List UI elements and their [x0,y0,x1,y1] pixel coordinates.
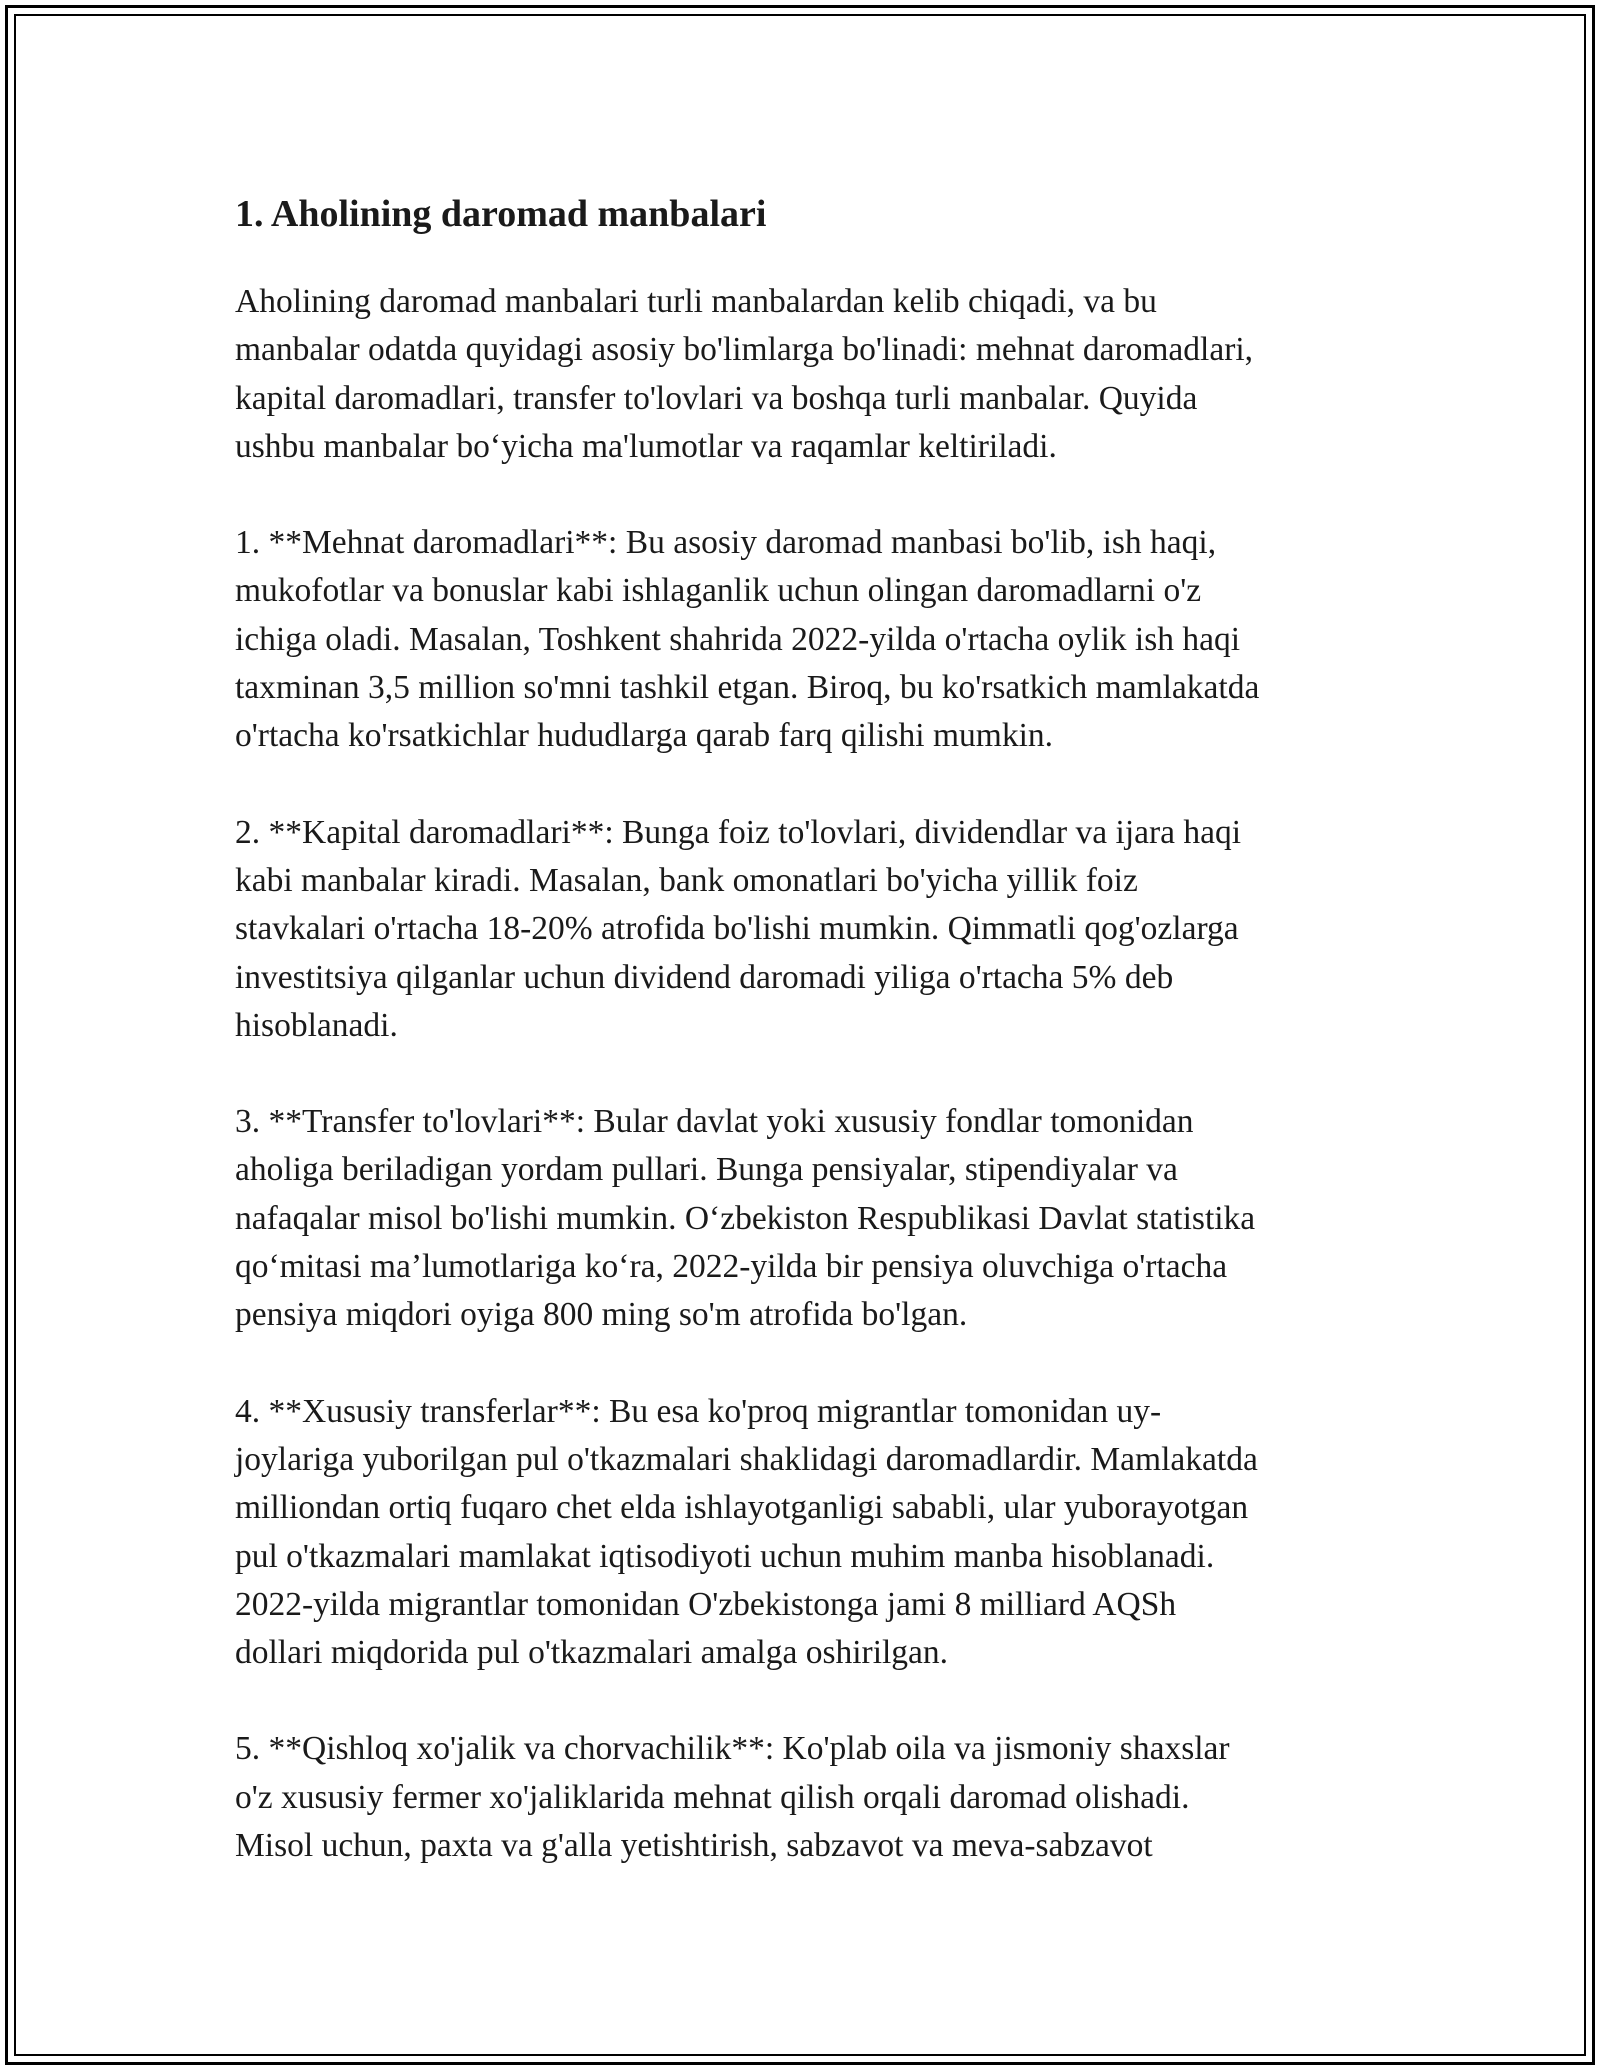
intro-paragraph: Aholining daromad manbalari turli manbalardan kelib chiqadi, va bu manbalar odatda quyidagi asosiy bo'limlarga bo'linadi: mehnat daromadlari, kapital daromadlari, transfer to'lovlari va boshqa turli manbalar. Quyida ushbu manbalar bo‘yicha ma'lumotlar va raqamlar keltiriladi. [235,283,1254,465]
paragraph-transfer-payments: 3. **Transfer to'lovlari**: Bular davlat yoki xususiy fondlar tomonidan aholiga beriladigan yordam pullari. Bunga pensiyalar, stipendiyalar va nafaqalar misol bo'lishi mumkin. O‘zbekiston Respublikasi Davlat statistika qo‘mitasi ma’lumotlariga ko‘ra, 2022-yilda bir pensiya oluvchiga o'rtacha pensiya miqdori oyiga 800 ming so'm atrofida bo'lgan. [235,1103,1256,1334]
section-heading: 1. Aholining daromad manbalari [235,193,767,235]
paragraph-labor-income: 1. **Mehnat daromadlari**: Bu asosiy daromad manbasi bo'lib, ish haqi, mukofotlar va bonuslar kabi ishlaganlik uchun olingan daromadlarni o'z ichiga oladi. Masalan, Toshkent shahrida 2022-yilda o'rtacha oylik ish haqi taxminan 3,5 million so'mni tashkil etgan. Biroq, bu ko'rsatkich mamlakatda o'rtacha ko'rsatkichlar hududlarga qarab farq qilishi mumkin. [235,524,1260,755]
paragraph-private-transfers: 4. **Xususiy transferlar**: Bu esa ko'proq migrantlar tomonidan uy- joylariga yuborilgan pul o'tkazmalari shaklidagi daromadlardir. Mamlakatda milliondan ortiq fuqaro chet elda ishlayotganligi sababli, ular yuborayotgan pul o'tkazmalari mamlakat iqtisodiyoti uchun muhim manba hisoblanadi. 2022-yilda migrantlar tomonidan O'zbekistonga jami 8 milliard AQSh dollari miqdorida pul o'tkazmalari amalga oshirilgan. [235,1392,1258,1672]
document-body [235,180,1385,1918]
paragraph-agriculture: 5. **Qishloq xo'jalik va chorvachilik**: Ko'plab oila va jismoniy shaxslar o'z xususiy fermer xo'jaliklarida mehnat qilish orqali daromad olishadi. Misol uchun, paxta va g'alla yetishtirish, sabzavot va meva-sabzavot [235,1730,1230,1865]
paragraph-capital-income: 2. **Kapital daromadlari**: Bunga foiz to'lovlari, dividendlar va ijara haqi kabi manbalar kiradi. Masalan, bank omonatlari bo'yicha yillik foiz stavkalari o'rtacha 18-20% atrofida bo'lishi mumkin. Qimmatli qog'ozlarga investitsiya qilganlar uchun dividend daromadi yiliga o'rtacha 5% deb hisoblanadi. [235,813,1242,1044]
